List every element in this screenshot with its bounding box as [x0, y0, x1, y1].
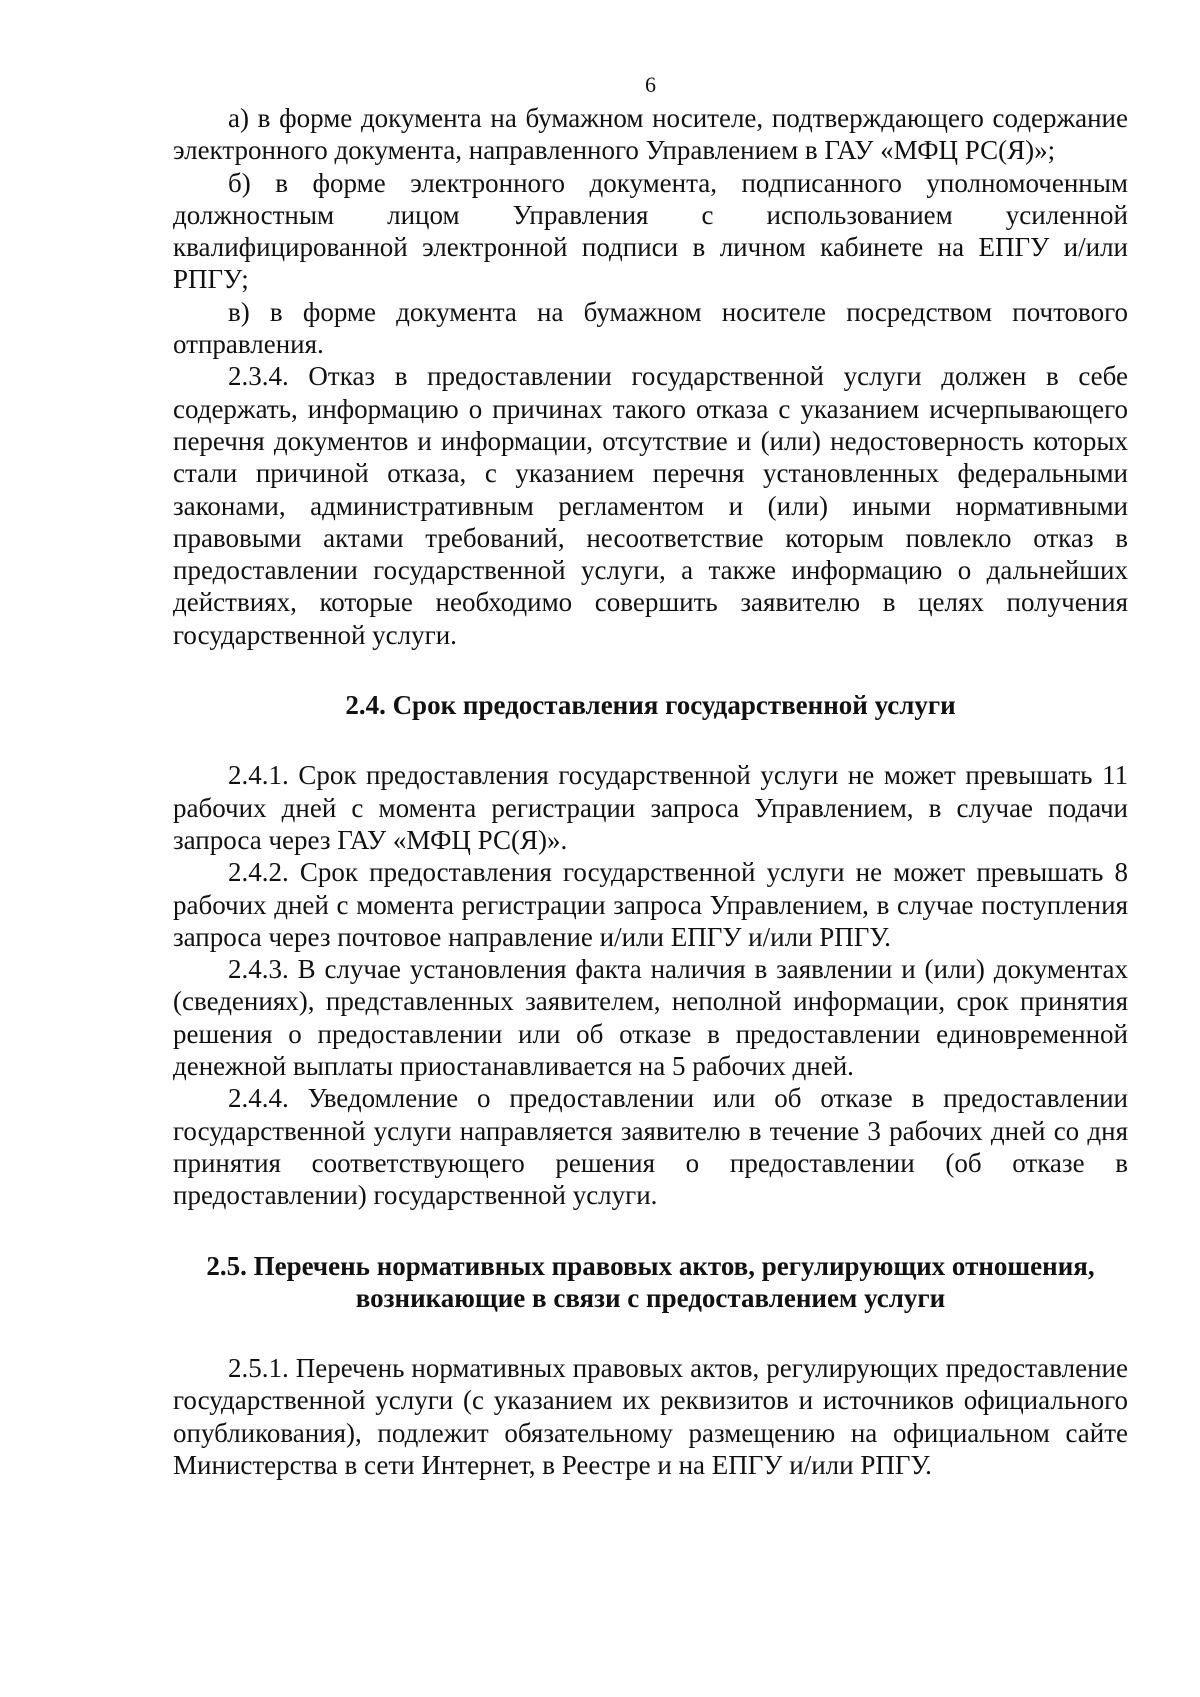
paragraph-2-4-3: 2.4.3. В случае установления факта наличия в заявлении и (или) документах (сведениях), представленных заявителем, неполной информации, срок принятия решения о предоставлении или об отказе в предоставлении единовременной денежной выплаты приостанавливается на 5 рабочих дней. — [173, 954, 1128, 1082]
paragraph-2-4-2: 2.4.2. Срок предоставления государственной услуги не может превышать 8 рабочих дней с момента регистрации запроса Управлением, в случае поступления запроса через почтовое направление и/или ЕПГУ и/или РПГУ. — [173, 857, 1128, 952]
paragraph-option-v: в) в форме документа на бумажном носителе посредством почтового отправления. — [173, 296, 1128, 360]
paragraph-option-a: а) в форме документа на бумажном носителе, подтверждающего содержание электронного документа, направленного Управлением в ГАУ «МФЦ РС(Я)»; — [173, 103, 1128, 166]
paragraph-2-5-1: 2.5.1. Перечень нормативных правовых актов, регулирующих предоставление государственной услуги (с указанием их реквизитов и источников официального опубликования), подлежит обязательному размещению на официальном сайте Министерства в сети Интернет, в Реестре и на ЕПГУ и/или РПГУ. — [173, 1353, 1128, 1480]
paragraph-2-3-4: 2.3.4. Отказ в предоставлении государственной услуги должен в себе содержать, информацию о причинах такого отказа с указанием исчерпывающего перечня документов и информации, отсутствие и (или) недостоверность которых стали причиной отказа, с указанием перечня установленных федеральными законами, административным регламентом и (или) иными нормативными правовыми актами требований, несоответствие которым повлекло отказ в предоставлении государственной услуги, а также информацию о дальнейших действиях, которые необходимо совершить заявителю в целях получения государственной услуги. — [173, 361, 1128, 650]
section-heading-2-5: 2.5. Перечень нормативных правовых актов, регулирующих отношения, возникающие в связи с предоставлением услуги — [206, 1250, 1095, 1313]
spacer — [173, 1314, 1128, 1352]
spacer — [173, 651, 1128, 689]
paragraph-2-4-4: 2.4.4. Уведомление о предоставлении или об отказе в предоставлении государственной услуги направляется заявителю в течение 3 рабочих дней со дня принятия соответствующего решения о предоставлении (об отказе в предоставлении) государственной услуги. — [173, 1083, 1128, 1211]
document-page — [173, 72, 1128, 1481]
paragraph-2-4-1: 2.4.1. Срок предоставления государственной услуги не может превышать 11 рабочих дней с момента регистрации запроса Управлением, в случае подачи запроса через ГАУ «МФЦ РС(Я)». — [173, 760, 1128, 855]
page-number: 6 — [645, 72, 656, 97]
spacer — [173, 1212, 1128, 1250]
spacer — [173, 721, 1128, 759]
paragraph-option-b: б) в форме электронного документа, подписанного уполномоченным должностным лицом Управления с использованием усиленной квалифицированной электронной подписи в личном кабинете на ЕПГУ и/или РПГУ; — [173, 167, 1128, 295]
section-heading-2-4: 2.4. Срок предоставления государственной услуги — [345, 690, 956, 721]
